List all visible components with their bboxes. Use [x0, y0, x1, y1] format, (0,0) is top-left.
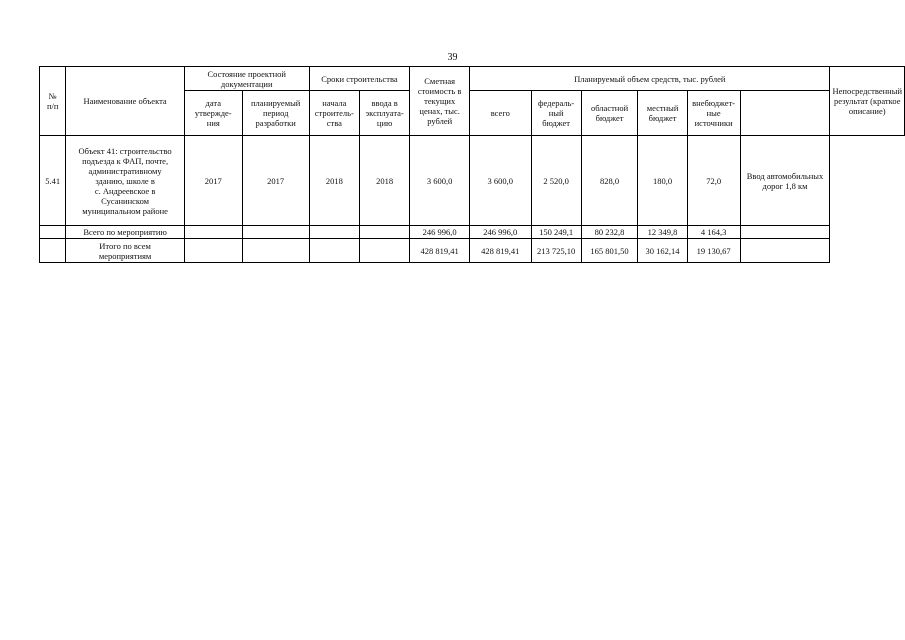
- header-commissioning: [360, 91, 410, 136]
- header-planned-funds-text: Планируемый объем средств, тыс. рублей: [574, 73, 726, 84]
- header-project-docs: [184, 67, 309, 91]
- header-regional: [581, 91, 638, 136]
- header-approval-date: [184, 91, 242, 136]
- total-all-cost: 428 819,41: [410, 239, 470, 263]
- header-regional-text: областной бюджет: [590, 103, 629, 123]
- total-all-extra: 19 130,67: [687, 239, 740, 263]
- header-total-text: всего: [490, 108, 510, 118]
- total-event-local: 12 349,8: [638, 226, 687, 239]
- row-local: 180,0: [638, 136, 687, 226]
- row-result-text: Ввод автомобильных дорог 1,8 км: [746, 170, 824, 191]
- header-extrabudget: [687, 91, 740, 136]
- total-event-cost: 246 996,0: [410, 226, 470, 239]
- header-name-text: Наименование объекта: [83, 96, 167, 106]
- row-total: 3 600,0: [470, 136, 531, 226]
- total-event-federal: 150 249,1: [531, 226, 581, 239]
- total-all-local: 30 162,14: [638, 239, 687, 263]
- header-estimated-cost: [410, 67, 470, 136]
- header-construction-start: [309, 91, 359, 136]
- total-event-row: [40, 226, 905, 239]
- row-commission: 2018: [360, 136, 410, 226]
- total-all-federal: 213 725,10: [531, 239, 581, 263]
- row-approval-date: 2017: [184, 136, 242, 226]
- header-name: [66, 67, 184, 136]
- header-approval-date-text: дата утвержде- ния: [194, 98, 232, 128]
- total-event-label: Всего по мероприятию: [66, 226, 184, 239]
- total-event-total: 246 996,0: [470, 226, 531, 239]
- row-planned-dev: 2017: [242, 136, 309, 226]
- row-name-text: Объект 41: строительство подъезда к ФАП, почте, административному зданию, школе в с. Андреевское в Сусанинском муниципальном районе: [78, 145, 172, 216]
- header-num-text: № п/п: [46, 91, 59, 111]
- row-start: 2018: [309, 136, 359, 226]
- header-construction-terms-text: Сроки строительства: [321, 73, 398, 84]
- header-result: [830, 67, 905, 136]
- header-local: [638, 91, 687, 136]
- row-cost: 3 600,0: [410, 136, 470, 226]
- header-num: [40, 67, 66, 136]
- header-result-text: Непосредственный результат (краткое описание): [832, 86, 902, 116]
- total-all-row: [40, 239, 905, 263]
- total-all-label: [66, 239, 184, 263]
- header-federal: [531, 91, 581, 136]
- row-num: 5.41: [40, 136, 66, 226]
- header-commissioning-text: ввода в эксплуата- цию: [365, 98, 404, 128]
- row-result: [740, 136, 830, 226]
- total-all-label-text: Итого по всем мероприятиям: [98, 240, 152, 261]
- header-planned-funds: [470, 67, 830, 91]
- header-construction-terms: [309, 67, 410, 91]
- header-planned-dev-text: планируемый период разработки: [251, 98, 301, 128]
- total-event-regional: 80 232,8: [581, 226, 638, 239]
- row-name: [66, 136, 184, 226]
- header-federal-text: федераль- ный бюджет: [537, 98, 575, 128]
- header-row-1: [40, 67, 905, 91]
- header-project-docs-text: Состояние проектной документации: [207, 68, 286, 89]
- table-row: [40, 136, 905, 226]
- total-all-total: 428 819,41: [470, 239, 531, 263]
- header-construction-start-text: начала строитель- ства: [314, 98, 354, 128]
- header-estimated-cost-text: Сметная стоимость в текущих ценах, тыс. рублей: [417, 76, 462, 126]
- row-extra: 72,0: [687, 136, 740, 226]
- header-total: [470, 91, 531, 136]
- investment-table: [39, 66, 905, 263]
- total-event-extra: 4 164,3: [687, 226, 740, 239]
- total-all-regional: 165 801,50: [581, 239, 638, 263]
- header-extrabudget-text: внебюджет- ные источники: [692, 98, 736, 128]
- row-federal: 2 520,0: [531, 136, 581, 226]
- header-local-text: местный бюджет: [646, 103, 679, 123]
- page-number: 39: [447, 52, 458, 63]
- header-planned-dev: [242, 91, 309, 136]
- row-regional: 828,0: [581, 136, 638, 226]
